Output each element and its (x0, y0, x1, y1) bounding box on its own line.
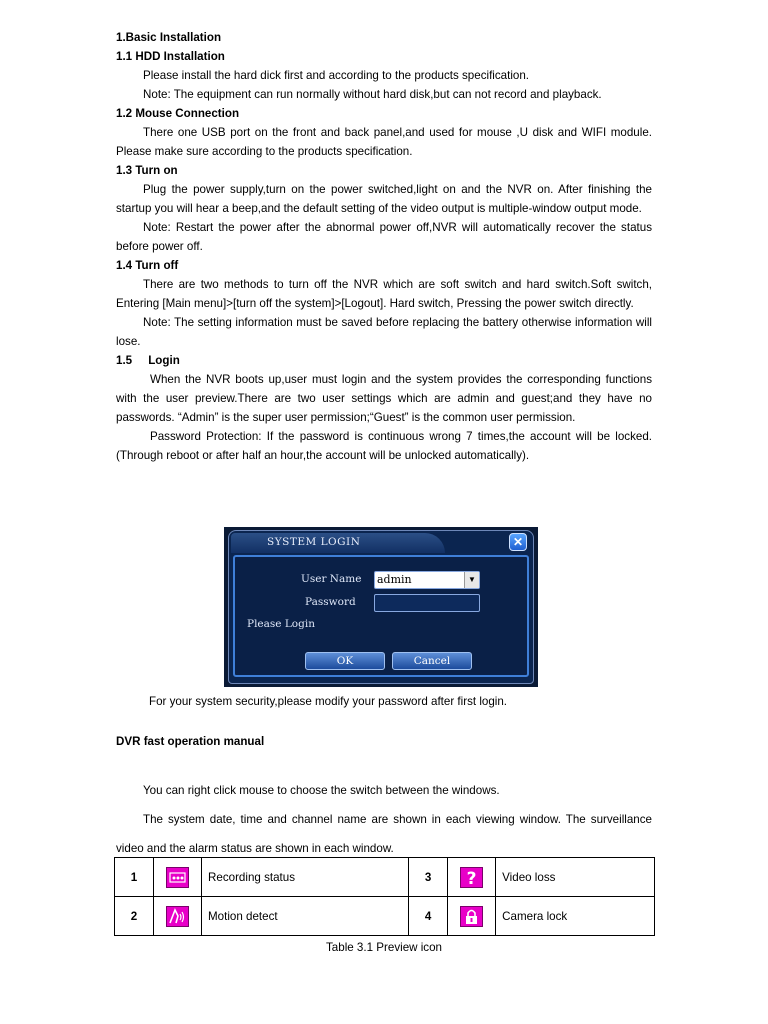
paragraph-password-protection: Password Protection: If the password is continuous wrong 7 times,the account will be locked. (Through reboot or after half an hour,the account will be unlocked automatically). (116, 430, 652, 462)
paragraph-mouse: There one USB port on the front and back panel,and used for mouse ,U disk and WIFI module. Please make sure according to the products specification. (116, 126, 652, 158)
paragraph-viewing-window: The system date, time and channel name are shown in each viewing window. The surveillance video and the alarm status are shown in each window. (116, 813, 652, 855)
table-cell-number: 2 (115, 897, 154, 936)
dialog-titlebar (231, 533, 445, 553)
paragraph-login: When the NVR boots up,user must login and the system provides the corresponding functions with the user preview.There are two user settings which are admin and guest;and they have no passwords. “Admin” is the super user permission;“Guest” is the common user permission. (116, 373, 652, 424)
table-cell-label: Recording status (202, 858, 409, 897)
login-status: Please Login (247, 618, 315, 630)
recording-status-icon (166, 867, 189, 888)
system-login-screenshot (224, 527, 538, 687)
heading-login: 1.5 Login (116, 354, 180, 367)
camera-lock-icon (460, 906, 483, 927)
system-login-dialog (228, 530, 534, 684)
heading-hdd-installation: 1.1 HDD Installation (116, 50, 225, 63)
motion-detect-icon (166, 906, 189, 927)
paragraph-turn-on: Plug the power supply,turn on the power switched,light on and the NVR on. After finishing the startup you will hear a beep,and the default setting of the video output is multiple-window output mode. (116, 183, 652, 215)
user-name-label: User Name (301, 573, 362, 585)
table-cell-label: Camera lock (496, 897, 655, 936)
paragraph-right-click: You can right click mouse to choose the switch between the windows. (143, 784, 500, 797)
preview-icon-table (114, 857, 655, 936)
paragraph-turn-off-note: Note: The setting information must be saved before replacing the battery otherwise information will lose. (116, 316, 652, 348)
heading-mouse-connection: 1.2 Mouse Connection (116, 107, 240, 120)
cancel-button[interactable]: Cancel (392, 652, 472, 670)
password-input[interactable] (374, 594, 480, 612)
table-cell-label: Motion detect (202, 897, 409, 936)
video-loss-icon (460, 867, 483, 888)
paragraph-turn-off: There are two methods to turn off the NVR which are soft switch and hard switch.Soft switch, Entering [Main menu]>[turn off the system]>[Logout]. Hard switch, Pressing the power switch directly. (116, 278, 652, 310)
password-label: Password (305, 596, 356, 608)
user-name-value: admin (377, 573, 412, 586)
dialog-content (233, 555, 529, 677)
table-row (115, 858, 655, 897)
dvr-paragraphs (116, 776, 652, 863)
heading-turn-off: 1.4 Turn off (116, 259, 179, 272)
ok-button[interactable]: OK (305, 652, 385, 670)
table-cell-label: Video loss (496, 858, 655, 897)
table-cell-number: 1 (115, 858, 154, 897)
security-note: For your system security,please modify your password after first login. (149, 695, 508, 708)
dialog-title: SYSTEM LOGIN (267, 536, 361, 548)
table-cell-number: 3 (409, 858, 448, 897)
close-icon[interactable]: ✕ (509, 533, 527, 551)
document-body (116, 28, 652, 465)
heading-dvr-manual: DVR fast operation manual (116, 735, 265, 748)
chevron-down-icon[interactable]: ▼ (464, 572, 479, 588)
svg-text:?: ? (466, 868, 477, 887)
paragraph-hdd: Please install the hard dick first and according to the products specification. (143, 69, 530, 82)
user-name-select[interactable] (374, 571, 480, 589)
paragraph-turn-on-note: Note: Restart the power after the abnormal power off,NVR will automatically recover the status before power off. (116, 221, 652, 253)
heading-turn-on: 1.3 Turn on (116, 164, 178, 177)
table-cell-number: 4 (409, 897, 448, 936)
paragraph-hdd-note: Note: The equipment can run normally without hard disk,but can not record and playback. (143, 88, 602, 101)
heading-basic-installation: 1.Basic Installation (116, 31, 222, 44)
table-caption: Table 3.1 Preview icon (326, 941, 442, 954)
table-row (115, 897, 655, 936)
